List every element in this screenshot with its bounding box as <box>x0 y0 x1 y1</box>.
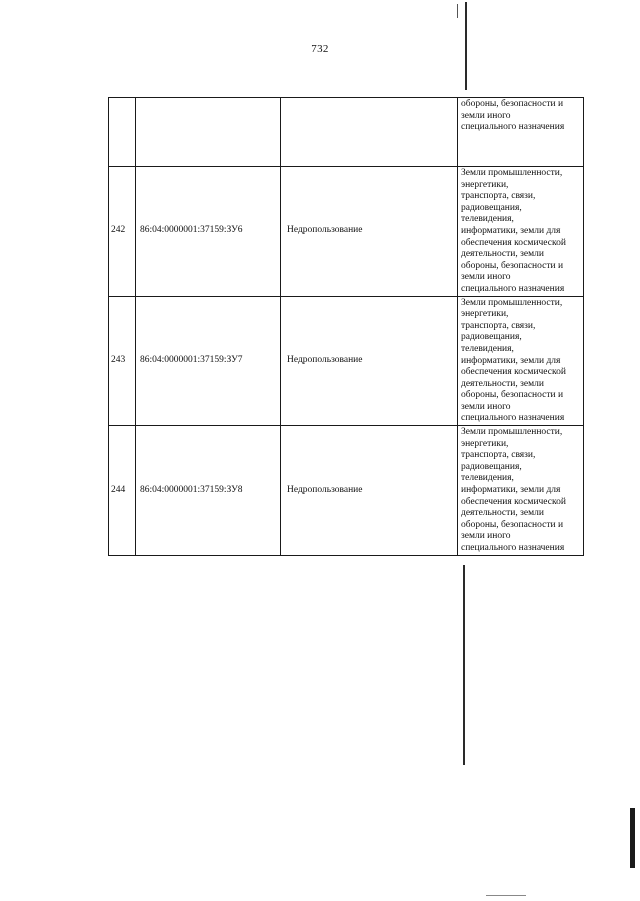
cell-number: 243 <box>109 296 136 426</box>
scan-edge-mark <box>486 895 526 896</box>
category-line: энергетики, <box>461 438 509 449</box>
cell-land-category <box>458 98 584 167</box>
category-line: Земли промышленности, <box>461 168 563 178</box>
category-line: информатики, земли для <box>461 355 561 366</box>
cell-permitted-use: Недропользование <box>281 426 458 556</box>
category-line: телевидения, <box>461 214 514 225</box>
category-line: деятельности, земли <box>461 508 544 519</box>
category-line: деятельности, земли <box>461 378 544 389</box>
category-line: энергетики, <box>461 179 509 190</box>
category-line: обороны, безопасности и <box>461 99 564 109</box>
table-row <box>109 167 584 297</box>
category-line: транспорта, связи, <box>461 320 536 331</box>
cell-land-category <box>458 296 584 426</box>
cell-cadastral-number <box>136 98 281 167</box>
category-line: земли иного <box>461 272 511 283</box>
category-line: транспорта, связи, <box>461 191 536 202</box>
category-line: Земли промышленности, <box>461 427 563 438</box>
scan-edge-mark <box>463 565 465 765</box>
cell-cadastral-number: 86:04:0000001:37159:ЗУ7 <box>136 296 281 426</box>
category-line: обороны, безопасности и <box>461 519 564 530</box>
category-line: деятельности, земли <box>461 249 544 260</box>
cell-number: 242 <box>109 167 136 297</box>
cell-permitted-use: Недропользование <box>281 296 458 426</box>
category-line: специального назначения <box>461 413 565 424</box>
cell-permitted-use: Недропользование <box>281 167 458 297</box>
category-line: энергетики, <box>461 309 509 320</box>
category-line: обороны, безопасности и <box>461 260 564 271</box>
category-line: обеспечения космической <box>461 367 566 378</box>
category-line: информатики, земли для <box>461 485 561 496</box>
category-line: обеспечения космической <box>461 496 566 507</box>
scan-edge-mark <box>457 4 458 18</box>
category-line: земли иного <box>461 401 511 412</box>
cell-cadastral-number: 86:04:0000001:37159:ЗУ8 <box>136 426 281 556</box>
category-line: земли иного <box>461 110 511 121</box>
land-plots-table <box>108 97 584 556</box>
category-line: специального назначения <box>461 283 565 294</box>
category-line: обороны, безопасности и <box>461 390 564 401</box>
table-row-continuation <box>109 98 584 167</box>
table-row <box>109 426 584 556</box>
category-line: телевидения, <box>461 343 514 354</box>
category-line: информатики, земли для <box>461 225 561 236</box>
category-line: телевидения, <box>461 473 514 484</box>
category-line: земли иного <box>461 531 511 542</box>
cell-number: 244 <box>109 426 136 556</box>
cell-land-category <box>458 167 584 297</box>
category-line: специального назначения <box>461 543 565 553</box>
category-line: радиовещания, <box>461 332 522 343</box>
cell-permitted-use <box>281 98 458 167</box>
cell-land-category <box>458 426 584 556</box>
category-line: радиовещания, <box>461 461 522 472</box>
table-row <box>109 296 584 426</box>
scan-edge-mark <box>630 808 635 868</box>
category-line: обеспечения космической <box>461 237 566 248</box>
page-number: 732 <box>311 43 329 55</box>
scan-edge-mark <box>465 2 467 90</box>
cell-number <box>109 98 136 167</box>
cell-cadastral-number: 86:04:0000001:37159:ЗУ6 <box>136 167 281 297</box>
category-line: транспорта, связи, <box>461 450 536 461</box>
category-line: Земли промышленности, <box>461 297 563 308</box>
category-line: специального назначения <box>461 122 565 133</box>
category-line: радиовещания, <box>461 202 522 213</box>
